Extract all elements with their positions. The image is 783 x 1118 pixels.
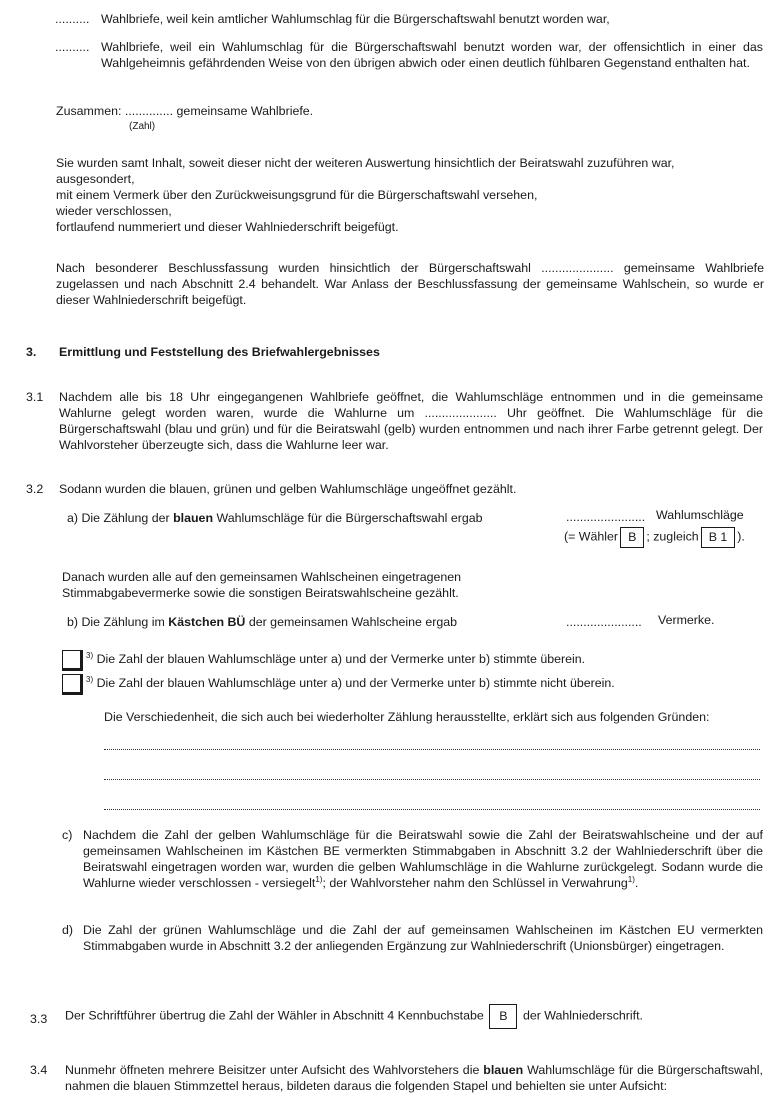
item-d-text: Die Zahl der grünen Wahlumschläge und die Zahl der auf gemeinsamen Wahlscheinen im Kästchen EU vermerkten Stimmabgaben wurde in Abschnitt 3.2 der anliegenden Ergänzung zur Wahlniederschrift (Unionsbürger) eingetragen. — [83, 923, 763, 953]
kaestchen-keyword: Kästchen BÜ — [168, 615, 246, 629]
zusammen-dots: .............. — [124, 104, 174, 118]
footnote-ref: 3) — [86, 650, 94, 660]
zusammen-text: gemeinsame Wahlbriefe. — [176, 104, 314, 118]
sie-paragraph — [56, 156, 766, 235]
footnote-ref: 3) — [86, 674, 94, 684]
footnote-ref: 1) — [315, 874, 323, 884]
section-3-4-text: Nunmehr öffneten mehrere Beisitzer unter Aufsicht des Wahlvorstehers die blauen Wahlumschläge für die Bürgerschaftswahl, nahmen die blauen Stimmzettel heraus, bildeten daraus die folgenden Stapel und behielten sie unter Aufsicht: — [65, 1063, 763, 1093]
section-3-2-number: 3.2 — [26, 482, 44, 496]
item-c-label: c) — [62, 828, 73, 842]
reason-line-3[interactable] — [104, 809, 760, 810]
item-c-text: Nachdem die Zahl der gelben Wahlumschläge für die Beiratswahl sowie die Zahl der Beiratswahlscheine und der auf gemeinsamen Wahlscheinen im Kästchen BE vermerkten Stimmabgaben in Abschnitt 3.2 der Wahlniederschrift über die Beiratswahl eingetragen worden war, wurden die gelben Wahlumschläge in die Wahlurne zurückgelegt. Sodann wurde die Wahlurne wieder verschlossen - versiegelt$^{1)}$; der Wahlvorsteher nahm den Schlüssel in Verwahrung$^{1)}$. — [83, 828, 763, 890]
item-dots-1: .......... — [55, 12, 90, 26]
danach-paragraph: Danach wurden alle auf den gemeinsamen Wahlscheinen eingetragenen Stimmabgabevermerke sowie die sonstigen Beiratswahlscheine gezählt. — [62, 570, 462, 600]
verschiedenheit-text: Die Verschiedenheit, die sich auch bei wiederholter Zählung herausstellte, erklärt sich aus folgenden Gründen: — [104, 710, 710, 724]
match-option — [86, 652, 585, 668]
match-checkbox[interactable] — [62, 650, 83, 671]
section-3-number: 3. — [26, 345, 37, 359]
sie-line: fortlaufend nummeriert und dieser Wahlniederschrift beigefügt. — [56, 219, 399, 234]
item-a-unit: Wahlumschläge — [656, 508, 744, 522]
voter-equation: (= Wähler B ; zugleich B 1 ). — [564, 527, 745, 548]
item-text-2: Wahlbriefe, weil ein Wahlumschlag für die Bürgerschaftswahl benutzt worden war, der offensichtlich in einer das Wahlgeheimnis gefährdenden Weise von den übrigen abwich oder einen deutlich fühlbaren Gegenstand enthalten hat. — [101, 40, 763, 70]
item-a: a) Die Zählung der blauen Wahlumschläge für die Bürgerschaftswahl ergab — [67, 511, 483, 525]
item-b: b) Die Zählung im Kästchen BÜ der gemeinsamen Wahlscheine ergab — [67, 615, 458, 629]
mismatch-option — [86, 676, 615, 692]
code-box-b1: B 1 — [701, 527, 736, 548]
nach-paragraph: Nach besonderer Beschlussfassung wurden hinsichtlich der Bürgerschaftswahl ..................... gemeinsame Wahlbriefe zugelassen und nach Abschnitt 2.4 behandelt. War Anlass der Beschlussfassung der gemeinsame Wahlschein, so wurde er dieser Wahlniederschrift beigefügt. — [56, 261, 764, 307]
mismatch-label: Die Zahl der blauen Wahlumschläge unter a) und der Vermerke unter b) stimmte nicht überein. — [96, 676, 615, 690]
zusammen-line — [56, 104, 313, 120]
item-b-unit: Vermerke. — [658, 613, 715, 627]
match-label: Die Zahl der blauen Wahlumschläge unter a) und der Vermerke unter b) stimmte überein. — [96, 652, 586, 666]
mismatch-checkbox[interactable] — [62, 674, 83, 695]
item-b-dots: ...................... — [566, 615, 642, 629]
blue-keyword: blauen — [483, 1063, 524, 1077]
item-text-1: Wahlbriefe, weil kein amtlicher Wahlumschlag für die Bürgerschaftswahl benutzt worden war, — [101, 12, 610, 26]
footnote-ref: 1) — [627, 874, 635, 884]
zusammen-label: Zusammen: — [56, 104, 122, 118]
section-3-4-number: 3.4 — [30, 1063, 48, 1077]
zusammen-hint: (Zahl) — [129, 121, 156, 132]
section-3-1-text: Nachdem alle bis 18 Uhr eingegangenen Wahlbriefe geöffnet, die Wahlumschläge entnommen und in die gemeinsame Wahlurne gelegt worden waren, wurde die Wahlurne um ..................... Uhr geöffnet. Die Wahlumschläge für die Bürgerschaftswahl (blau und grün) und für die Beiratswahl (gelb) wurden entnommen und nach ihrer Farbe getrennt gelegt. Der Wahlvorsteher überzeugte sich, dass die Wahlurne leer war. — [59, 390, 763, 452]
section-3-title: Ermittlung und Feststellung des Briefwahlergebnisses — [59, 345, 380, 359]
sie-line: mit einem Vermerk über den Zurückweisungsgrund für die Bürgerschaftswahl versehen, — [56, 187, 538, 202]
section-3-3-text: Der Schriftführer übertrug die Zahl der Wähler in Abschnitt 4 Kennbuchstabe B der Wahlniederschrift. — [65, 1004, 643, 1029]
section-3-3-number: 3.3 — [30, 1012, 48, 1026]
code-box-b: B — [620, 527, 644, 548]
sie-line: Sie wurden samt Inhalt, soweit dieser nicht der weiteren Auswertung hinsichtlich der Beiratswahl zuzuführen war, — [56, 156, 675, 170]
item-d-label: d) — [62, 923, 74, 937]
kennbuchstabe-box: B — [489, 1004, 517, 1029]
sie-line: ausgesondert, — [56, 171, 135, 186]
blue-keyword: blauen — [173, 511, 214, 525]
reason-line-1[interactable] — [104, 749, 760, 750]
sie-line: wieder verschlossen, — [56, 203, 172, 218]
section-3-1-number: 3.1 — [26, 390, 44, 404]
reason-line-2[interactable] — [104, 779, 760, 780]
section-3-2-intro: Sodann wurden die blauen, grünen und gelben Wahlumschläge ungeöffnet gezählt. — [59, 482, 517, 496]
item-a-dots: ....................... — [566, 510, 646, 524]
item-dots-2: .......... — [55, 40, 90, 54]
